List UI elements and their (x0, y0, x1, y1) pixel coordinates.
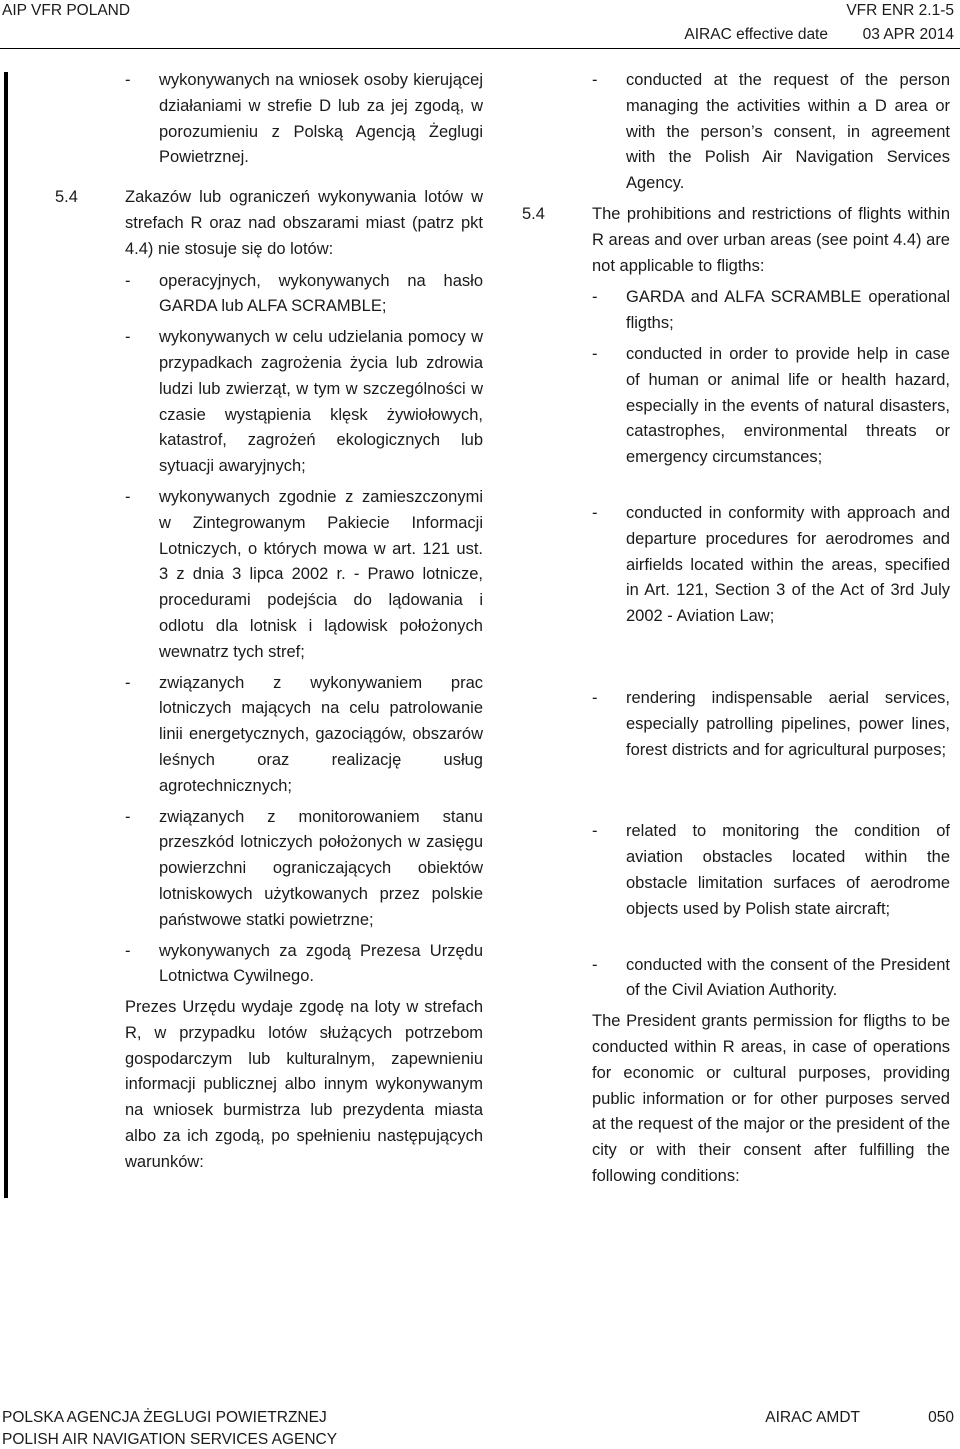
list-dash: - (125, 487, 131, 506)
section-number: 5.4 (55, 188, 78, 207)
pl-item-5 (55, 805, 483, 934)
list-item-text: conducted in order to provide help in case of human or animal life or health hazard, especially in the events of natural disasters, catastrophes, environmental threats or emergency circumstances; (626, 344, 950, 467)
list-dash: - (125, 328, 131, 347)
section-text: Zakazów lub ograniczeń wykonywania lotów w strefach R oraz nad obszarami miast (patrz pkt 4.4) nie stosuje się do lotów: (125, 188, 483, 258)
list-dash: - (592, 955, 598, 974)
list-item-text: wykonywanych w celu udzielania pomocy w przypadkach zagrożenia życia lub zdrowia ludzi lub zwierząt, w tym w szczególności w czasie wystąpienia klęsk żywiołowych, katastrof, zagrożeń ekologicznych lub sytuacji awaryjnych; (159, 328, 483, 476)
en-item-4 (522, 686, 950, 763)
section-number: 5.4 (522, 204, 545, 223)
header-publication-title: AIP VFR POLAND (2, 2, 131, 19)
pl-item-2 (55, 325, 483, 480)
list-dash: - (125, 807, 131, 826)
list-item-text: wykonywanych zgodnie z zamieszczonymi w Zintegrowanym Pakiecie Informacji Lotniczych, o których mowa w art. 121 ust. 3 z dnia 3 lipca 2002 r. - Prawo lotnicze, procedurami podejścia do lądowania i odlotu dla lotnisk i lądowisk położonych wewnatrz tych stref; (159, 487, 483, 661)
header-page-reference: VFR ENR 2.1-5 (846, 2, 954, 19)
polish-column (55, 68, 483, 1176)
list-dash: - (125, 941, 131, 960)
footer-amdt-number: 050 (928, 1409, 954, 1426)
english-column (522, 68, 950, 1190)
list-item-text: GARDA and ALFA SCRAMBLE operational fligths; (626, 288, 950, 333)
list-dash: - (592, 288, 598, 307)
list-dash: - (592, 688, 598, 707)
header-rule (0, 48, 960, 49)
list-item-text: wykonywanych na wniosek osoby kierującej działaniami w strefie D lub za jej zgodą, w porozumieniu z Polską Agencją Żeglugi Powietrznej. (159, 71, 483, 167)
pl-item-4 (55, 671, 483, 800)
list-dash: - (125, 271, 131, 290)
list-item-text: wykonywanych za zgodą Prezesa Urzędu Lotnictwa Cywilnego. (159, 941, 483, 986)
list-dash: - (592, 822, 598, 841)
list-dash: - (592, 71, 598, 89)
list-item-text: conducted in conformity with approach and departure procedures for aerodromes and airfields located within the areas, specified in Art. 121, Section 3 of the Act of 3rd July 2002 - Aviation Law; (626, 503, 950, 626)
pl-section-5-4 (55, 185, 483, 262)
list-dash: - (592, 503, 598, 522)
list-dash: - (592, 344, 598, 363)
list-item-text: związanych z monitorowaniem stanu przeszkód lotniczych położonych w zasięgu powierzchni ograniczających obiektów lotniskowych użytkowanych przez polskie państwowe statki powietrzne; (159, 807, 483, 929)
pl-paragraph: Prezes Urzędu wydaje zgodę na loty w strefach R, w przypadku lotów służących potrzebom gospodarczym lub kulturalnym, zapewnieniu informacji publicznej albo innym wykonywanym na wniosek burmistrza lub prezydenta miasta albo za ich zgodą, po spełnieniu następujących warunków: (125, 998, 483, 1171)
en-item-3 (522, 501, 950, 630)
footer-agency-polish: POLSKA AGENCJA ŻEGLUGI POWIETRZNEJ (2, 1409, 327, 1426)
list-item-text: conducted with the consent of the President of the Civil Aviation Authority. (626, 955, 950, 1000)
list-item-text: związanych z wykonywaniem prac lotniczych mających na celu patrolowanie linii energetycznych, gazociągów, obszarów leśnych oraz realizację usług agrotechnicznych; (159, 673, 483, 795)
en-item-6 (522, 953, 950, 1005)
footer-agency-english: POLISH AIR NAVIGATION SERVICES AGENCY (2, 1431, 338, 1448)
header-airac-date: 03 APR 2014 (862, 26, 954, 43)
en-item-2 (522, 342, 950, 471)
en-item-5 (522, 819, 950, 922)
list-item-text: conducted at the request of the person managing the activities within a D area or with the person’s consent, in agreement with the Polish Air Navigation Services Agency. (626, 71, 950, 193)
list-dash: - (125, 71, 131, 89)
list-item-text: operacyjnych, wykonywanych na hasło GARDA lub ALFA SCRAMBLE; (159, 271, 483, 316)
pl-item-1 (55, 269, 483, 321)
en-item-top (522, 68, 950, 197)
pl-item-3 (55, 485, 483, 666)
list-item-text: related to monitoring the condition of aviation obstacles located within the obstacle limitation surfaces of aerodrome objects used by Polish state aircraft; (626, 822, 950, 918)
en-item-1 (522, 285, 950, 337)
pl-item-top (55, 68, 483, 171)
pl-item-6 (55, 939, 483, 991)
list-item-text: rendering indispensable aerial services, especially patrolling pipelines, power lines, forest districts and for agricultural purposes; (626, 688, 950, 759)
list-dash: - (125, 673, 131, 692)
amendment-change-bar (4, 72, 8, 1198)
en-paragraph: The President grants permission for fligths to be conducted within R areas, in case of operations for economic or cultural purposes, providing public information or for other purposes served at the request of the major or the president of the city or with their consent after fulfilling the following conditions: (592, 1012, 950, 1185)
en-section-5-4 (522, 202, 950, 279)
header-airac-label: AIRAC effective date (684, 26, 828, 43)
section-text: The prohibitions and restrictions of flights within R areas and over urban areas (see point 4.4) are not applicable to fligths: (592, 204, 950, 275)
footer-amdt-label: AIRAC AMDT (765, 1409, 860, 1426)
